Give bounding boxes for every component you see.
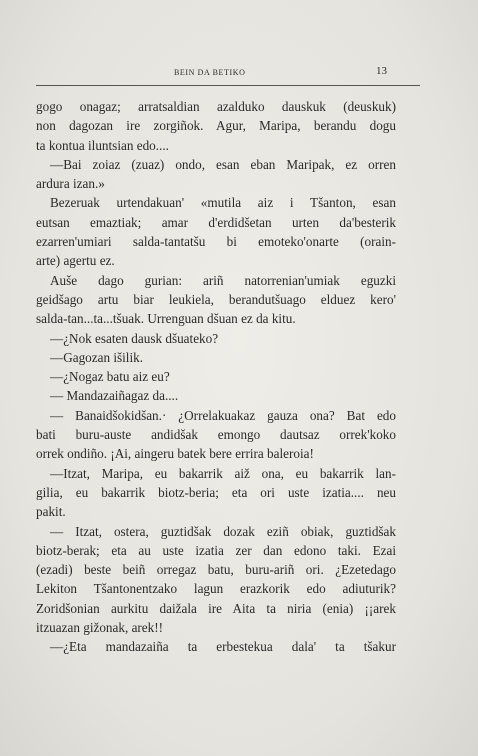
text-line: — Mandazaiñagaz da.... (50, 388, 179, 404)
page-number: 13 (376, 65, 387, 77)
page-header (100, 66, 387, 82)
text-line: biotz-berak; eta au uste izatia zer dan edono taki. Ezai (36, 542, 396, 558)
text-line: — Itzat, ostera, guztidšak dozak eziñ obiak, guztidšak (50, 523, 396, 539)
text-line: non dagozan ire zorgiñok. Agur, Maripa, berandu dogu (36, 118, 396, 134)
text-line: —¿Eta mandazaiña ta erbestekua dala' ta tšakur (50, 639, 396, 655)
text-line: arte) agertu ez. (36, 253, 115, 269)
text-line: geidšago artu biar leukiela, berandutšuago elduez kero' (36, 291, 396, 307)
text-line: eutsan emaztiak; amar d'erdidšetan urten da'besterik (36, 214, 396, 230)
body-text (36, 97, 396, 657)
text-line: orrek ondiño. ¡Ai, aingeru batek bere errira baleroia! (36, 446, 314, 462)
text-line: Lekiton Tšantonentzako lagun erazkorik edo adiuturik? (36, 581, 396, 597)
text-line: —Bai zoiaz (zuaz) ondo, esan eban Maripak, ez orren (50, 156, 396, 172)
text-line: —¿Nok esaten dausk dšuateko? (50, 330, 219, 346)
text-line: gogo onagaz; arratsaldian azalduko dauskuk (deuskuk) (36, 99, 396, 114)
text-line: salda-tan...ta...tšuak. Urrenguan dšuan ez da kitu. (36, 311, 296, 327)
text-line: ta kontua iluntsian edo.... (36, 137, 169, 153)
text-line: ardura izan.» (36, 176, 105, 192)
text-line: itzuazan gižonak, arek!! (36, 620, 164, 636)
text-line: —Itzat, Maripa, eu bakarrik aiž ona, eu bakarrik lan- (50, 465, 396, 481)
text-line: (ezadi) beste beiñ orregaz batu, buru-ariñ ori. ¿Ezetedago (36, 562, 396, 578)
text-line: bati buru-auste andidšak emongo dautsaz orrek'koko (36, 427, 396, 443)
text-line: —Gagozan išilik. (50, 349, 144, 365)
text-line: Zoridšonian aurkitu daižala ire Aita ta niria (enia) ¡¡arek (36, 600, 396, 616)
text-line: —¿Nogaz batu aiz eu? (50, 369, 170, 385)
text-line: Bezeruak urtendakuan' «mutila aiz i Tšanton, esan (50, 195, 396, 211)
text-line: Auše dago gurian: ariñ natorrenian'umiak eguzki (50, 272, 396, 288)
text-line: ezarren'umiari salda-tantatšu bi emoteko'onarte (orain- (36, 234, 396, 250)
text-line: pakit. (36, 504, 66, 520)
text-line: — Banaidšokidšan.· ¿Orrelakuakaz gauza ona? Bat edo (50, 407, 396, 423)
text-line: gilia, eu bakarrik biotz-beria; eta ori uste izatia.... neu (36, 484, 396, 500)
running-title: BEIN DA BETIKO (174, 68, 246, 77)
header-rule (36, 85, 420, 86)
